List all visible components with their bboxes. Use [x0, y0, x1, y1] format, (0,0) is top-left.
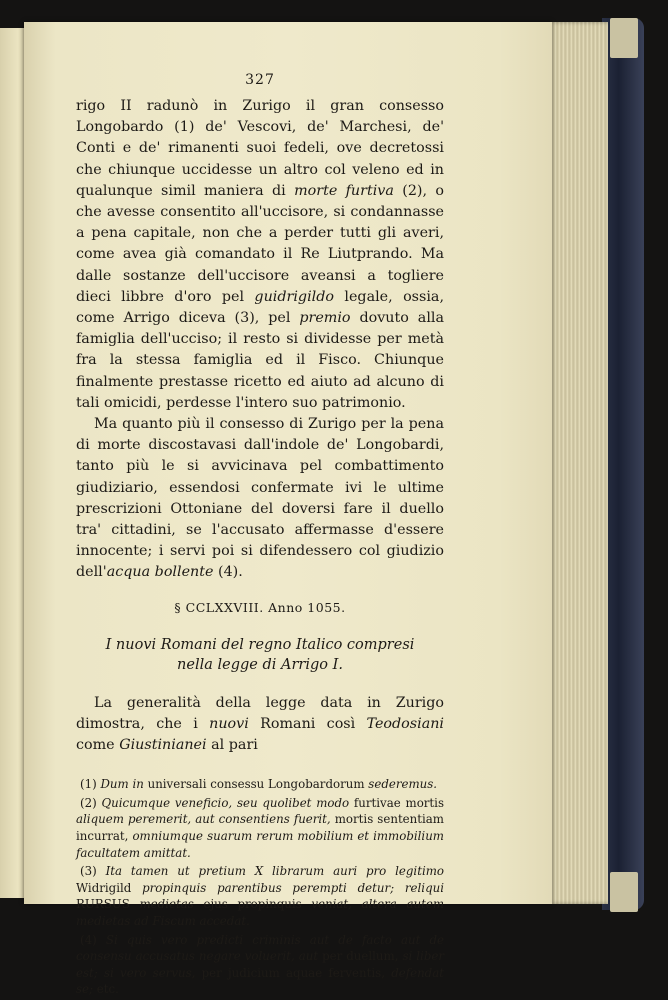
footnote-run: universali consessu Longobardorum [143, 777, 369, 792]
subtitle-run: Romani del regno Italico compresi [156, 636, 415, 653]
paragraph-run: rigo II radunò in Zurigo il gran consesso Longobardo (1) de' Vescovi, de' Marchesi, de' Conti e de' rimanenti suoi fedeli, ove decretossi che chiunque uccidesse un altro col veleno ed in qualunque simil maniera di [76, 98, 444, 199]
footnote-run: etc. [93, 982, 119, 997]
book-cover [602, 18, 644, 910]
footnote-run: sederemus. [368, 777, 438, 792]
footnote-1 [76, 776, 444, 793]
footnote-run: Widrigild [76, 880, 143, 895]
footnote-run: (1) [80, 777, 101, 792]
cover-corner-bottom [610, 872, 638, 912]
paragraph-run: Romani così [248, 715, 367, 732]
paragraph-run: premio [299, 310, 351, 327]
paragraph-run: (4). [213, 564, 243, 581]
subtitle-run: nuovi [115, 636, 157, 653]
paragraph-run: guidrigildo [254, 288, 334, 305]
footnote-run: (2) [80, 795, 102, 810]
paragraph-run: acqua bollente [106, 564, 214, 581]
paragraph-3 [76, 693, 444, 757]
paragraph-run: morte furtiva [294, 182, 394, 199]
page-number: 327 [245, 72, 275, 88]
footnote-run: per judicium aquae ferventis, [195, 965, 392, 980]
footnote-3 [76, 863, 444, 929]
page-edges [546, 22, 608, 904]
paragraph-run: (2), o che avesse consentito all'uccisore, si condannasse a pena capitale, non che a perder tutti gli averi, come avea già comandato il Re Liutprando. Ma dalle sostanze dell'uccisore aveansi a togliere dieci libbre d'oro pel [76, 182, 444, 305]
paragraph-run: come [76, 737, 120, 754]
paragraph-1 [76, 96, 444, 414]
footnote-run: veniat, altera autem medietas ad Fiscum accedat. [76, 897, 445, 929]
footnotes [76, 776, 444, 998]
footnote-run: (4) [80, 932, 106, 947]
footnote-run: furtivae mortis [349, 795, 445, 810]
footnote-run: Ita tamen ut pretium X librarum auri pro legitimo [105, 864, 445, 879]
footnote-run: Dum in [100, 777, 144, 792]
footnote-run: propinquis parentibus perempti detur; reliqui [142, 880, 444, 895]
footnote-run: mortis sententiam incurrat, [76, 812, 444, 844]
paragraph-run: nuovi [209, 715, 249, 732]
body-text [76, 96, 444, 584]
subtitle-run: nella legge di Arrigo I. [177, 656, 343, 673]
footnote-2 [76, 795, 444, 861]
section-heading: § CCLXXVIII. Anno 1055. [174, 599, 346, 615]
footnote-run: si liber est; si vero servus, [76, 949, 444, 980]
page-text [76, 72, 444, 1000]
footnote-4 [76, 932, 444, 998]
footnote-run: RURSUS [76, 897, 140, 912]
footnote-run: Si quis vero predicti criminis aut de facto aut de consensu accusatus negare voluerit, aut [76, 932, 444, 964]
paragraph-2 [76, 414, 444, 584]
footnote-run: defendat se; [76, 965, 444, 997]
paragraph-run: Teodosiani [366, 715, 444, 732]
footnote-run: medietas [139, 897, 194, 912]
paragraph-run: Giustinianei [119, 737, 207, 754]
paragraph-run: Ma quanto più il consesso di Zurigo per la pena di morte discostavasi dall'indole de' Longobardi, tanto più le si avvicinava pel combattimento giudiziario, essendosi confermate ivi le ultime prescrizioni Ottoniane del doversi fare il duello tra' cittadini, se l'accusato affermasse d'essere innocente; i servi poi si difendessero col giudizio dell' [76, 416, 444, 581]
cover-corner-top [610, 18, 638, 58]
footnote-run: per duellum, [318, 949, 403, 964]
paragraph-run: dovuto alla famiglia dell'ucciso; il resto si dividesse per metà fra la stessa famiglia ed il Fisco. Chiunque finalmente prestasse ricetto ed aiuto ad alcuno di tali omicidi, perdesse l'intero suo patrimonio. [76, 310, 444, 411]
paragraph-run: al pari [206, 737, 258, 754]
body-text-continued [76, 693, 444, 757]
footnote-run: ejus propinquis [193, 897, 312, 912]
footnote-run: aliquem peremerit, aut consentiens fuerit, [76, 812, 331, 827]
paragraph-run: legale, ossia, come Arrigo diceva (3), pel [76, 288, 444, 327]
footnote-run: Quicumque veneficio, seu quolibet modo [101, 795, 350, 810]
footnote-run: omniumque suarum rerum mobilium et immobilium facultatem amittat. [76, 829, 444, 860]
footnote-run: (3) [80, 864, 106, 879]
subtitle-run: I [105, 636, 116, 653]
section-subtitle [76, 635, 444, 675]
paragraph-run: La generalità della legge data in Zurigo dimostra, che i [76, 694, 444, 732]
